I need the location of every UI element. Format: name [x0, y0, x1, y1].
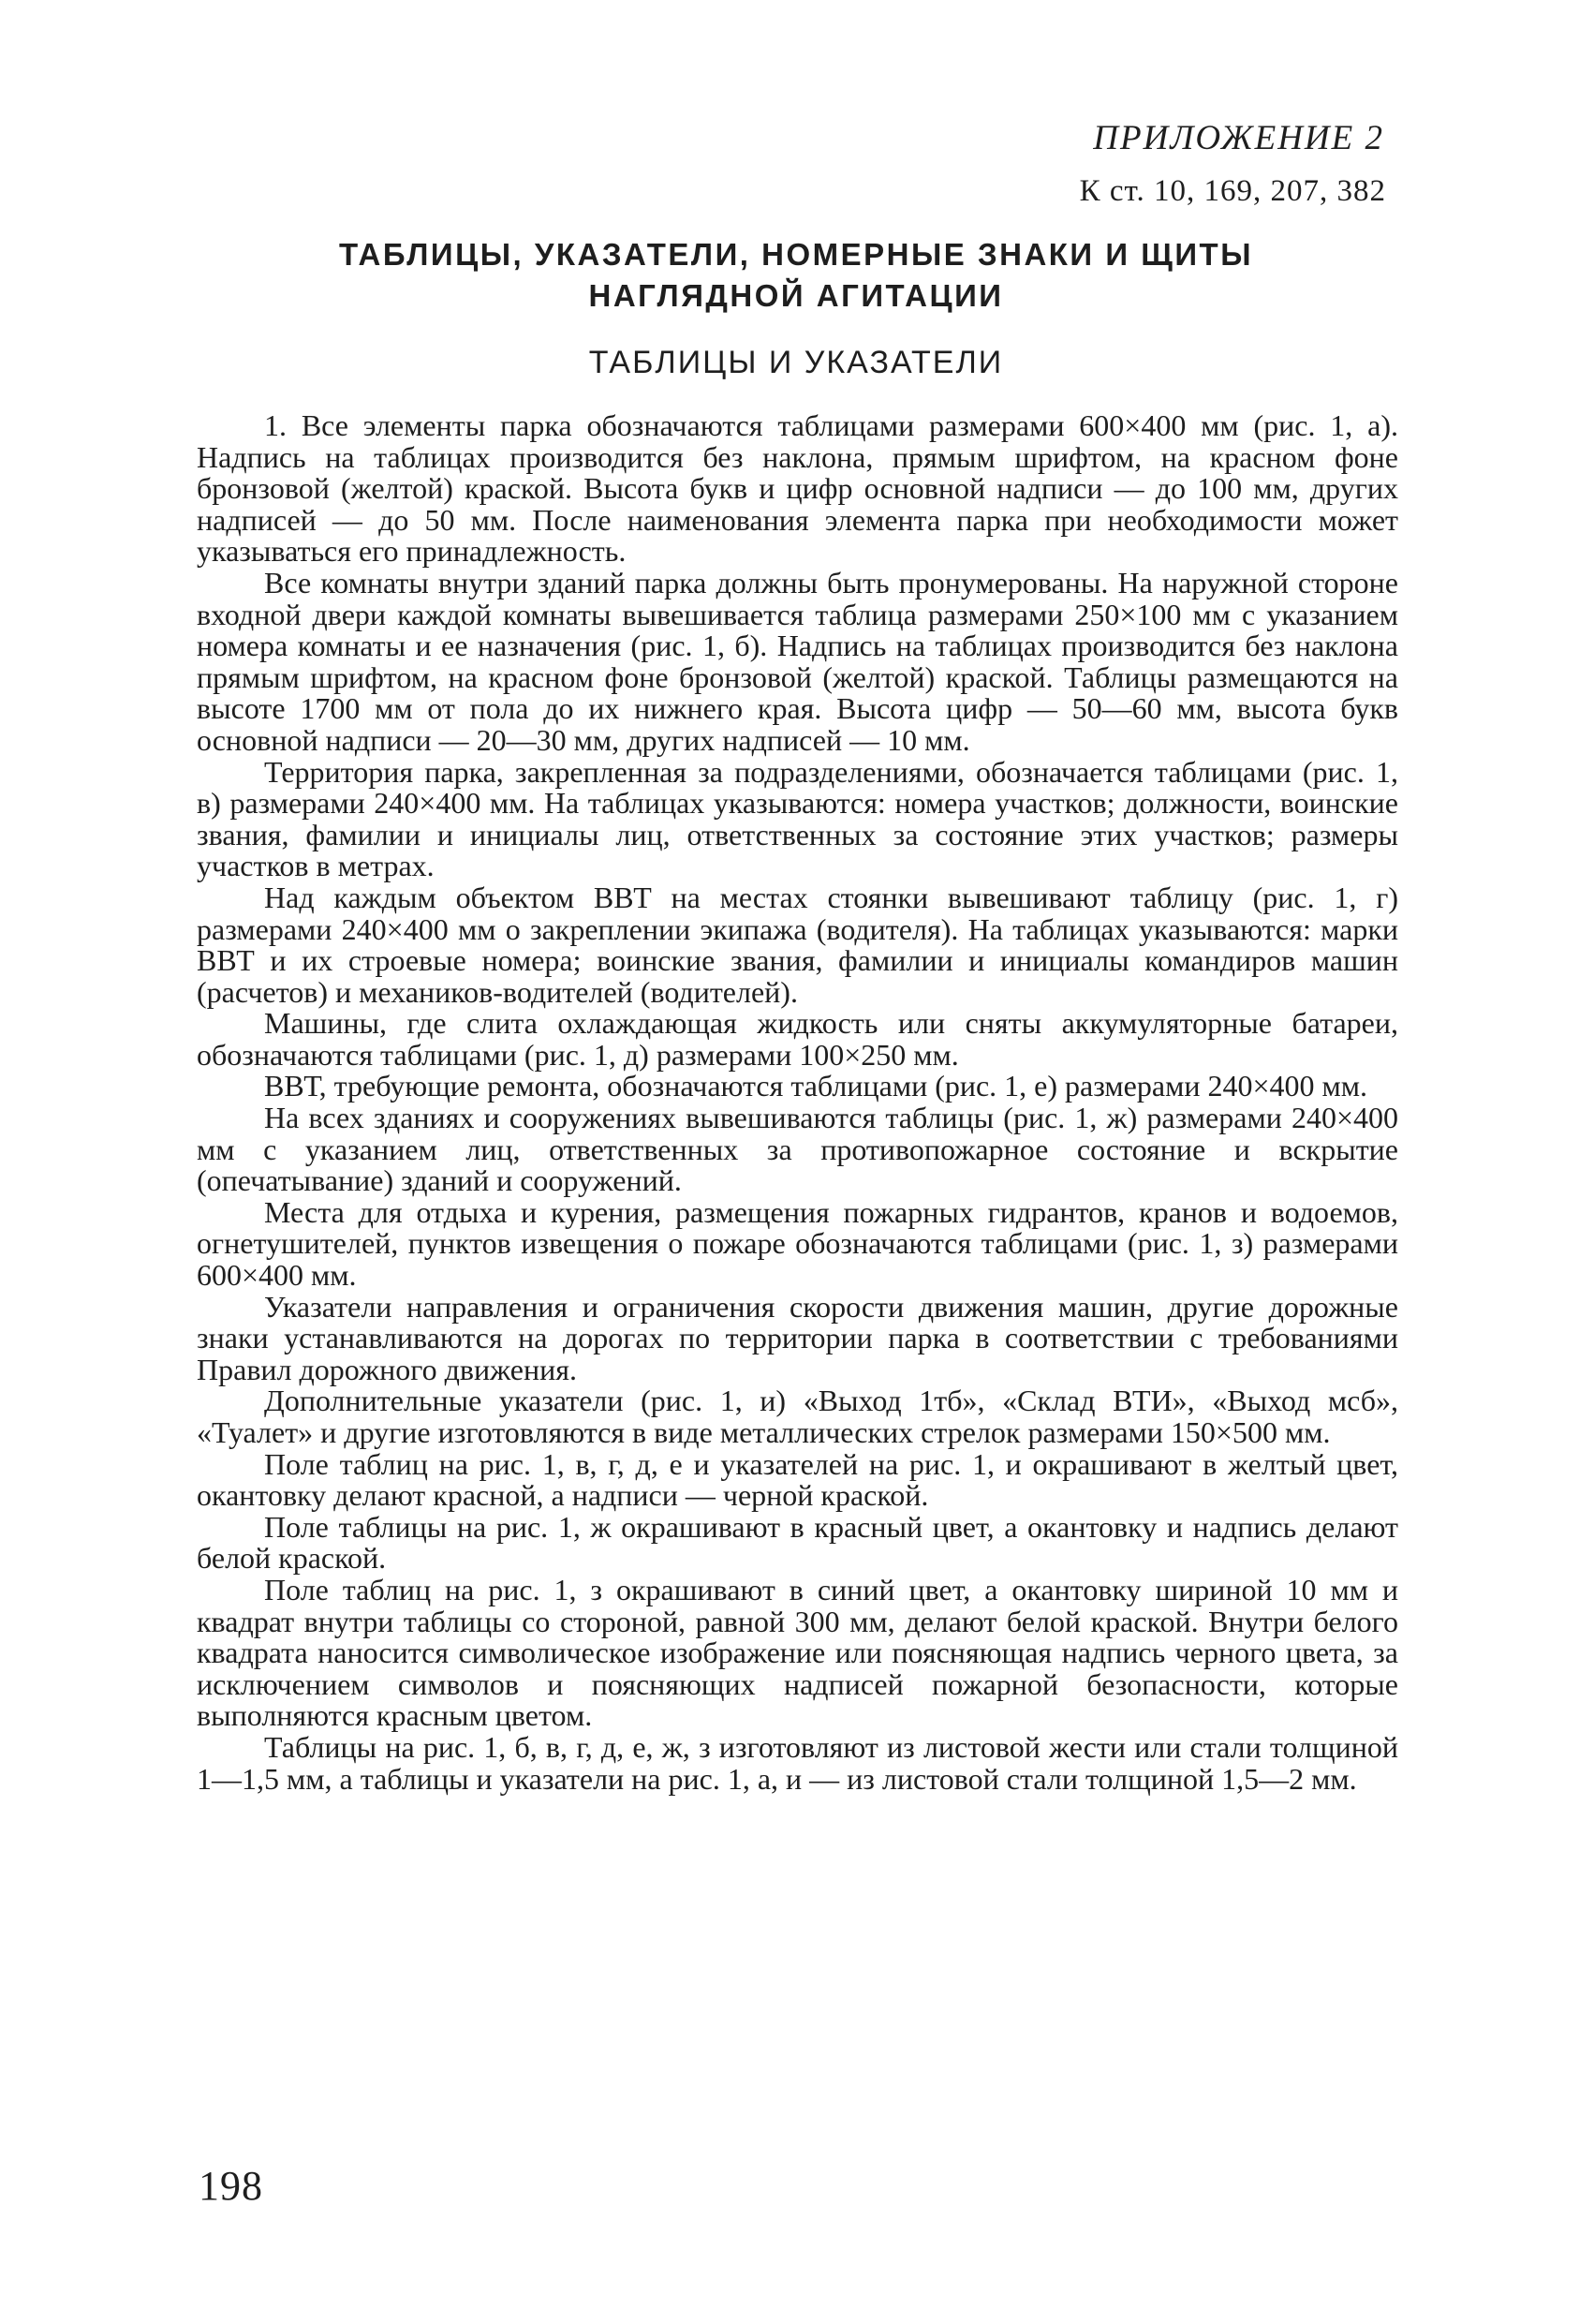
article-reference: К ст. 10, 169, 207, 382	[1079, 174, 1386, 208]
body-text	[197, 410, 1398, 1795]
main-title	[272, 234, 1321, 317]
page-number: 198	[199, 2163, 263, 2209]
paragraph: Поле таблицы на рис. 1, ж окрашивают в красный цвет, а окантовку и надпись делают белой краской.	[197, 1509, 1398, 1576]
main-title-line-2: НАГЛЯДНОЙ АГИТАЦИИ	[588, 278, 1004, 313]
paragraph: Дополнительные указатели (рис. 1, и) «Выход 1тб», «Склад ВТИ», «Выход мсб», «Туалет» и другие изготовляются в виде металлических стрелок размерами 150×500 мм.	[197, 1384, 1398, 1449]
paragraph: Поле таблиц на рис. 1, в, г, д, е и указателей на рис. 1, и окрашивают в желтый цвет, окантовку делают красной, а надписи — черной краской.	[197, 1446, 1398, 1513]
section-title: ТАБЛИЦЫ И УКАЗАТЕЛИ	[588, 345, 1004, 380]
paragraph: Машины, где слита охлаждающая жидкость или сняты аккумуляторные батареи, обозначаются таблицами (рис. 1, д) размерами 100×250 мм.	[197, 1006, 1398, 1072]
paragraph: Указатели направления и ограничения скорости движения машин, другие дорожные знаки устанавливаются на дорогах по территории парка в соответствии с требованиями Правил дорожного движения.	[197, 1289, 1398, 1386]
paragraph: Над каждым объектом ВВТ на местах стоянки вывешивают таблицу (рис. 1, г) размерами 240×400 мм о закреплении экипажа (водителя). На таблицах указываются: марки ВВТ и их строевые номера; воинские звания, фамилии и инициалы командиров машин (расчетов) и механиков-водителей (водителей).	[197, 880, 1398, 1009]
paragraph: Таблицы на рис. 1, б, в, г, д, е, ж, з изготовляют из листовой жести или стали толщиной 1—1,5 мм, а таблицы и указатели на рис. 1, а, и — из листовой стали толщиной 1,5—2 мм.	[197, 1729, 1398, 1796]
paragraph: Места для отдыха и курения, размещения пожарных гидрантов, кранов и водоемов, огнетушителей, пунктов извещения о пожаре обозначаются таблицами (рис. 1, з) размерами 600×400 мм.	[197, 1194, 1398, 1293]
paragraph: Поле таблиц на рис. 1, з окрашивают в синий цвет, а окантовку шириной 10 мм и квадрат внутри таблицы со стороной, равной 300 мм, делают белой краской. Внутри белого квадрата наносится символическое изображение или поясняющая надпись черного цвета, за исключением символов и поясняющих надписей пожарной безопасности, которые выполняются красным цветом.	[197, 1572, 1398, 1733]
paragraph: На всех зданиях и сооружениях вывешиваются таблицы (рис. 1, ж) размерами 240×400 мм с указанием лиц, ответственных за противопожарное состояние и вскрытие (опечатывание) зданий и сооружений.	[197, 1101, 1398, 1198]
appendix-label: ПРИЛОЖЕНИЕ 2	[1093, 119, 1384, 157]
paragraph: ВВТ, требующие ремонта, обозначаются таблицами (рис. 1, е) размерами 240×400 мм.	[264, 1069, 1367, 1103]
paragraph: 1. Все элементы парка обозначаются таблицами размерами 600×400 мм (рис. 1, а). Надпись на таблицах производится без наклона, прямым шрифтом, на красном фоне бронзовой (желтой) краской. Высота букв и цифр основной надписи — до 100 мм, других надписей — до 50 мм. После наименования элемента парка при необходимости может указываться его принадлежность.	[197, 408, 1398, 569]
main-title-line-1: ТАБЛИЦЫ, УКАЗАТЕЛИ, НОМЕРНЫЕ ЗНАКИ И ЩИТЫ	[338, 237, 1254, 272]
paragraph: Все комнаты внутри зданий парка должны быть пронумерованы. На наружной стороне входной двери каждой комнаты вывешивается таблица размерами 250×100 мм с указанием номера комнаты и ее назначения (рис. 1, б). Надпись на таблицах производится без наклона прямым шрифтом, на красном фоне бронзовой (желтой) краской. Таблицы размещаются на высоте 1700 мм от пола до их нижнего края. Высота цифр — 50—60 мм, высота букв основной надписи — 20—30 мм, других надписей — 10 мм.	[197, 565, 1398, 757]
paragraph: Территория парка, закрепленная за подразделениями, обозначается таблицами (рис. 1, в) размерами 240×400 мм. На таблицах указываются: номера участков; должности, воинские звания, фамилии и инициалы лиц, ответственных за состояние этих участков; размеры участков в метрах.	[197, 754, 1398, 883]
